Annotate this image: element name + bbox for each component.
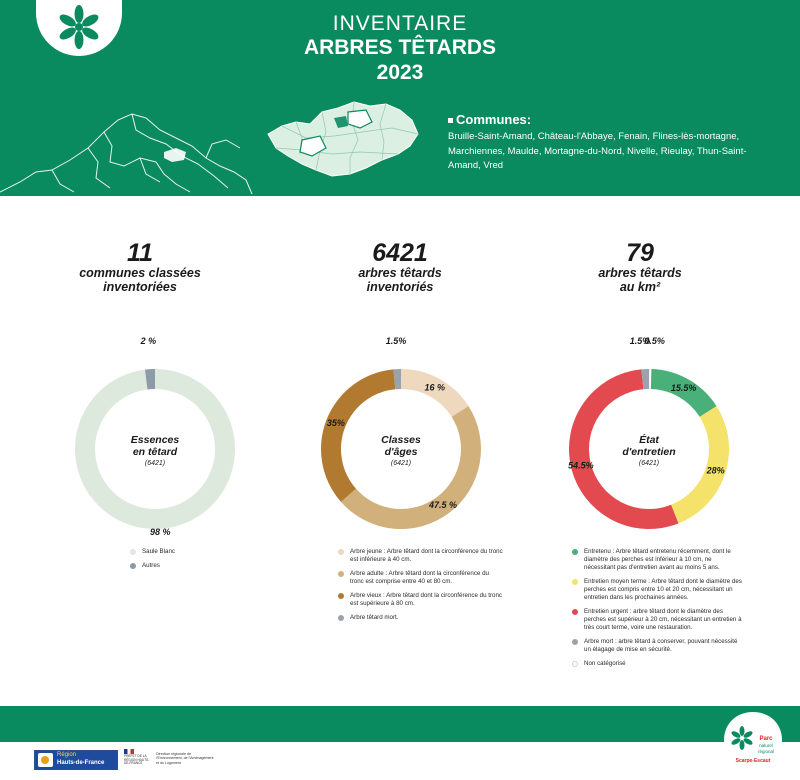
slice-label-saule-blanc: 98 %	[149, 526, 171, 537]
legend-text: Entretien urgent : arbre têtard dont le diamètre des perches est supérieur à 20 cm, nécessitant un entretien à très court terme, voire une restauration.	[584, 608, 742, 631]
legend-text: Arbre mort : arbre têtard à conserver, pouvant nécessité un élagage de mise en sécurité.	[584, 638, 738, 653]
legend-text: Entretenu : Arbre têtard entretenu récemment, dont le diamètre des perches est inférieur à 10 cm, ne nécessitant pas d'entretien avant au moins 5 ans.	[584, 548, 731, 571]
stat-value: 11	[127, 239, 153, 267]
header-banner	[0, 0, 800, 196]
stat-value: 6421	[372, 239, 428, 267]
region-outline-map	[0, 100, 260, 196]
stat-arbres	[300, 240, 500, 294]
footer-logos-area	[0, 742, 800, 780]
donut-center-title-line2: en têtard	[132, 446, 178, 458]
donut-svg	[70, 336, 240, 537]
title-year: 2023	[376, 61, 424, 84]
donut-center-title-line2: d'âges	[384, 446, 418, 458]
slice-label-autres: 2 %	[140, 336, 157, 347]
slice-label-arbre-jeune: 16 %	[424, 382, 445, 393]
legend-swatch	[338, 593, 344, 599]
communes-title	[448, 112, 768, 127]
legend-item	[572, 548, 742, 572]
region-line2: Hauts-de-France	[57, 760, 105, 766]
logo-prefet	[124, 749, 152, 771]
logo-tab	[36, 0, 122, 56]
stat-label-line1: communes classées	[79, 266, 201, 280]
slice-label-arbre-mort: 1.5%	[629, 336, 651, 347]
legend-text: Arbre jeune : Arbre têtard dont la circonférence du tronc est inférieure à 40 cm.	[350, 548, 503, 563]
donut-center-subtitle: (6421)	[390, 460, 412, 467]
communes-list: Bruille-Saint-Amand, Château-l'Abbaye, Fenain, Flines-lès-mortagne, Marchiennes, Maulde, Mortagne-du-Nord, Nivelle, Rieulay, Thun-Saint-Amand, Vred	[448, 131, 747, 171]
donut-center-subtitle: (6421)	[144, 460, 166, 467]
stat-label-line2: inventoriées	[103, 280, 177, 294]
legend-text: Arbre têtard mort.	[350, 614, 399, 621]
legend-item	[130, 548, 250, 556]
legend-item	[338, 548, 504, 564]
legend-swatch	[572, 609, 578, 615]
legend-text: Arbre adulte : Arbre têtard dont la circonférence du tronc est comprise entre 40 et 80 cm.	[350, 570, 489, 585]
slice-label-entretien-moyen-terme: 28%	[706, 465, 725, 476]
slice-label-arbre-adulte: 47.5 %	[429, 499, 458, 510]
stat-label-line1: arbres têtards	[598, 266, 682, 280]
communes-map	[262, 98, 422, 182]
legend-etat-entretien	[572, 548, 742, 674]
slice-label-entretenu: 15.5%	[670, 383, 697, 394]
prefet-text: PRÉFET DE LA RÉGION HAUTS-DE-FRANCE	[124, 754, 150, 766]
logo-parc-naturel	[722, 710, 784, 778]
legend-swatch	[572, 549, 578, 555]
communes-block	[448, 112, 768, 174]
legend-item	[338, 570, 504, 586]
donut-center-title-line1: Classes	[381, 434, 421, 446]
legend-item	[130, 562, 250, 570]
legend-text: Entretien moyen terme : Arbre têtard dont le diamètre des perches est compris entre 10 et 20 cm, nécessitant un entretien dans les prochaines années.	[584, 578, 742, 601]
region-logo-icon	[38, 753, 53, 767]
slice-label-entretien-urgent: 54.5%	[568, 460, 594, 471]
legend-text: Autres	[142, 562, 160, 569]
title-inventaire: INVENTAIRE	[332, 12, 468, 35]
legend-swatch	[130, 549, 136, 555]
communes-title-text: Communes:	[456, 112, 532, 127]
asterisk-leaf-icon	[54, 2, 104, 52]
footer-band	[0, 706, 800, 742]
region-line1: Région	[57, 752, 77, 758]
donut-svg	[316, 336, 486, 534]
legend-item	[572, 660, 742, 668]
parc-line3: régional	[757, 749, 775, 754]
legend-swatch	[572, 639, 578, 645]
title-block	[250, 12, 550, 86]
logo-region-hauts-de-france	[34, 750, 118, 770]
donut-slice-arbre-adulte	[341, 406, 481, 529]
stat-label-line2: au km²	[619, 280, 661, 294]
donut-chart-classes-ages	[316, 336, 486, 539]
donut-svg	[564, 336, 734, 534]
parc-line2: naturel	[759, 743, 773, 748]
donut-center-subtitle: (6421)	[638, 460, 660, 467]
stat-densite	[540, 240, 740, 294]
donut-center-title-line1: Essences	[130, 434, 180, 446]
legend-swatch	[130, 563, 136, 569]
donut-center-title-line2: d'entretien	[622, 446, 676, 458]
legend-swatch	[338, 549, 344, 555]
legend-item	[572, 608, 742, 632]
slice-label-arbre-vieux: 35%	[326, 418, 345, 429]
legend-swatch	[572, 579, 578, 585]
stat-label-line1: arbres têtards	[358, 266, 442, 280]
legend-item	[338, 614, 504, 622]
stat-value: 79	[626, 239, 654, 267]
parc-line4: Scarpe-Escaut	[735, 758, 771, 764]
stat-communes	[40, 240, 240, 294]
donut-chart-etat-entretien	[564, 336, 734, 539]
donut-slice-arbre-jeune	[401, 369, 469, 417]
legend-classes-ages	[338, 548, 504, 628]
slice-label-arbre-tetard-mort: 1.5%	[385, 336, 407, 347]
legend-essences	[130, 548, 250, 576]
legend-swatch	[572, 661, 578, 667]
bullet-icon	[448, 118, 453, 123]
donut-chart-essences	[70, 336, 240, 539]
parc-line1: Parc	[759, 736, 773, 742]
legend-text: Saule Blanc	[142, 548, 176, 555]
legend-item	[338, 592, 504, 608]
legend-swatch	[338, 571, 344, 577]
slice-label-non-categorise: 0.5%	[644, 336, 665, 347]
stat-label-line2: inventoriés	[366, 280, 434, 294]
legend-text: Non catégorisé	[584, 660, 626, 667]
legend-text: Arbre vieux : Arbre têtard dont la circonférence du tronc est supérieure à 80 cm.	[350, 592, 503, 607]
legend-item	[572, 578, 742, 602]
dreal-text: Direction régionale de l'Environnement, de l'Aménagement et du Logement	[156, 752, 214, 765]
donut-center-title-line1: État	[639, 434, 659, 446]
legend-item	[572, 638, 742, 654]
title-arbres-tetards: ARBRES TÊTARDS	[303, 36, 497, 59]
legend-swatch	[338, 615, 344, 621]
